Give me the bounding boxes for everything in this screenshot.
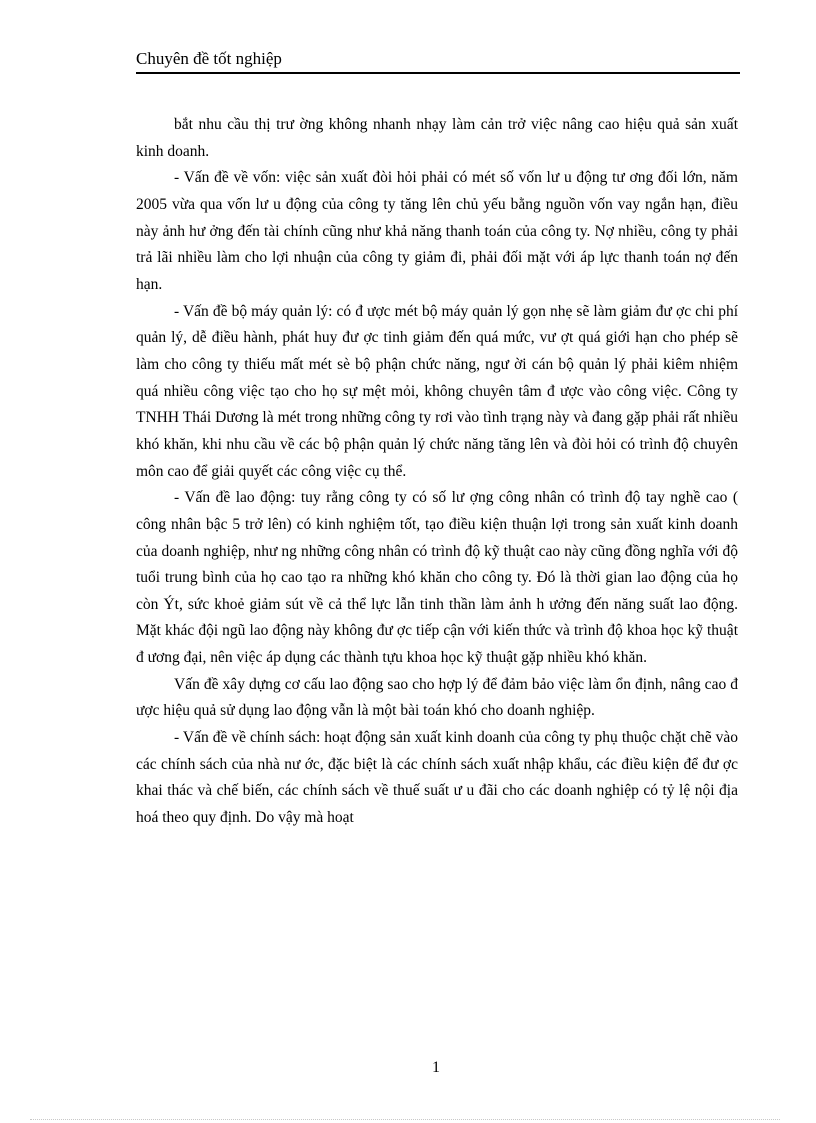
paragraph-continuation: bắt nhu cầu thị trư ờng không nhanh nhạy làm cản trở việc nâng cao hiệu quả sản xuất kinh doanh.	[136, 116, 738, 160]
page-header	[136, 48, 740, 74]
header-title: Chuyên đề tốt nghiệp	[136, 49, 282, 68]
paragraph-capital-issue: - Vấn đề về vốn: việc sản xuất đòi hỏi phải có mét số vốn lư u động tư ơng đối lớn, năm 2005 vừa qua vốn lư u động của công ty tăng lên chủ yếu bằng nguồn vốn vay ngắn hạn, điều này ảnh hư ởng đến tài chính cũng như khả năng thanh toán của công ty. Nợ nhiều, công ty phải trả lãi nhiều làm cho lợi nhuận của công ty giảm đi, phải đối mặt với áp lực thanh toán nợ đến hạn.	[136, 169, 738, 293]
paragraph-policy-issue: - Vấn đề về chính sách: hoạt động sản xuất kinh doanh của công ty phụ thuộc chặt chẽ vào các chính sách của nhà nư ớc, đặc biệt là các chính sách xuất nhập khẩu, các điều kiện để đư ợc khai thác và chế biến, các chính sách về thuế suất ư u đãi cho các doanh nghiệp có tỷ lệ nội địa hoá theo quy định. Do vậy mà hoạt	[136, 729, 738, 827]
paragraph-management-issue: - Vấn đề bộ máy quản lý: có đ ược mét bộ máy quản lý gọn nhẹ sẽ làm giảm đư ợc chi phí quản lý, dễ điều hành, phát huy đư ợc tinh giảm đến quá mức, vư ợt quá giới hạn cho phép sẽ làm cho công ty thiếu mất mét sè bộ phận chức năng, ngư ời cán bộ quản lý phải kiêm nhiệm quá nhiều công việc tạo cho họ sự mệt mỏi, không chuyên tâm đ ược vào công việc. Công ty TNHH Thái Dương là mét trong những công ty rơi vào tình trạng này và đang gặp phải rất nhiều khó khăn, khi nhu cầu về các bộ phận quản lý chức năng tăng lên và đòi hỏi có trình độ chuyên môn cao để giải quyết các công việc cụ thể.	[136, 302, 738, 480]
paragraph-labor-structure: Vấn đề xây dựng cơ cấu lao động sao cho hợp lý để đảm bảo việc làm ổn định, nâng cao đ ược hiệu quả sử dụng lao động vẫn là một bài toán khó cho doanh nghiệp.	[136, 675, 738, 720]
document-body	[136, 112, 738, 832]
page-bottom-border	[30, 1119, 780, 1120]
page-number: 1	[432, 1059, 440, 1076]
paragraph-labor-issue: - Vấn đề lao động: tuy rằng công ty có số lư ợng công nhân có trình độ tay nghề cao ( công nhân bậc 5 trở lên) có kinh nghiệm tốt, tạo điều kiện thuận lợi trong sản xuất kinh doanh của doanh nghiệp, như ng những công nhân có trình độ kỹ thuật cao này cũng đồng nghĩa với độ tuổi trung bình của họ cao tạo ra những khó khăn cho công ty. Đó là thời gian lao động của họ còn Ýt, sức khoẻ giảm sút về cả thể lực lẫn tinh thần làm ảnh h ưởng đến năng suất lao động. Mặt khác đội ngũ lao động này không đư ợc tiếp cận với kiến thức và trình độ khoa học kỹ thuật đ ương đại, nên việc áp dụng các thành tựu khoa học kỹ thuật gặp nhiều khó khăn.	[136, 489, 738, 667]
